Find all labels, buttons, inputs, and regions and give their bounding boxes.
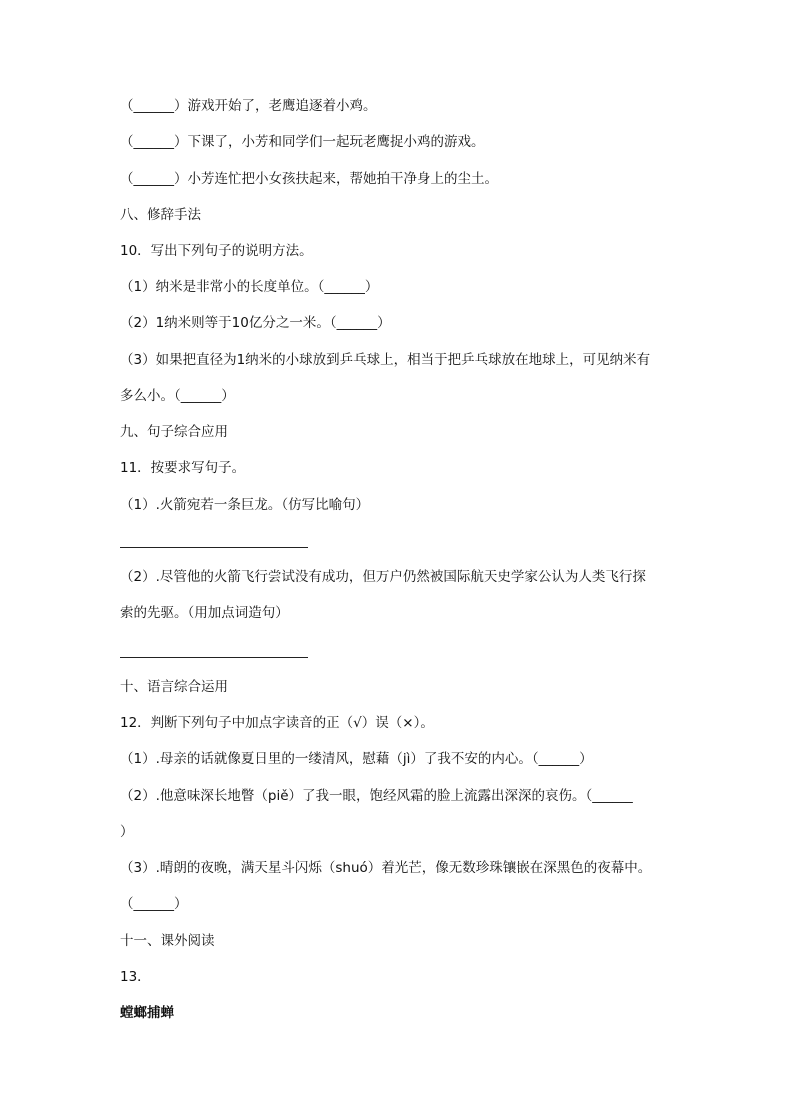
question-13: 13． [120,969,151,985]
question-12-item-3-part-2: （______） [120,896,188,912]
question-12-item-1: （1）.母亲的话就像夏日里的一缕清风，慰藉（jì）了我不安的内心。（______） [120,751,593,767]
section-heading-8: 八、修辞手法 [120,207,201,223]
question-12: 12．判断下列句子中加点字读音的正（√）误（×）。 [120,715,434,731]
question-11-item-2-part-1: （2）.尽管他的火箭飞行尝试没有成功，但万户仍然被国际航天史学家公认为人类飞行探 [120,569,646,585]
question-12-item-2-part-1: （2）.他意味深长地瞥（piě）了我一眼，饱经风霜的脸上流露出深深的哀伤。（______ [120,788,633,804]
question-10-item-3-part-2: 多么小。（______） [120,388,235,404]
answer-rule-1 [120,547,308,548]
answer-line-2: （______）下课了，小芳和同学们一起玩老鹰捉小鸡的游戏。 [120,134,485,150]
question-11: 11．按要求写句子。 [120,460,246,476]
question-10-item-3-part-1: （3）如果把直径为1纳米的小球放到乒乓球上，相当于把乒乓球放在地球上，可见纳米有 [120,352,651,368]
question-12-item-3-part-1: （3）.晴朗的夜晚，满天星斗闪烁（shuó）着光芒，像无数珍珠镶嵌在深黑色的夜幕中。 [120,860,652,876]
question-12-item-2-part-2: ） [120,824,134,840]
answer-rule-2 [120,657,308,658]
answer-line-3: （______）小芳连忙把小女孩扶起来，帮她拍干净身上的尘土。 [120,171,498,187]
reading-title: 螳螂捕蝉 [120,1005,174,1021]
section-heading-11: 十一、课外阅读 [120,933,215,949]
question-11-item-2-part-2: 索的先驱。（用加点词造句） [120,605,289,621]
section-heading-9: 九、句子综合应用 [120,424,228,440]
question-10-item-2: （2）1纳米则等于10亿分之一米。（______） [120,315,391,331]
question-10: 10．写出下列句子的说明方法。 [120,243,313,259]
section-heading-10: 十、语言综合运用 [120,679,228,695]
question-10-item-1: （1）纳米是非常小的长度单位。（______） [120,279,379,295]
answer-line-1: （______）游戏开始了，老鹰追逐着小鸡。 [120,98,377,114]
question-11-item-1: （1）.火箭宛若一条巨龙。（仿写比喻句） [120,497,370,513]
